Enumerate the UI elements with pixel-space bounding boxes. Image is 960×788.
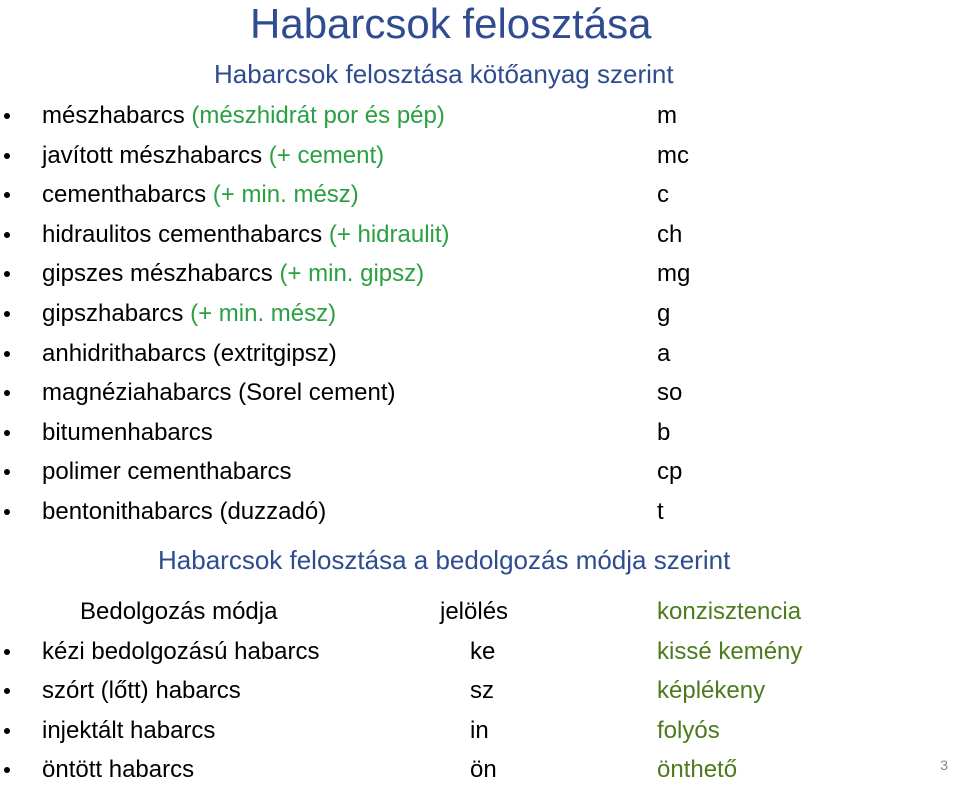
column-header-method: Bedolgozás módja [80,598,278,625]
method-cell: kézi bedolgozású habarcs [42,638,320,665]
item-code: g [657,300,671,327]
section-method-heading: Habarcsok felosztása a bedolgozás módja szerint [158,545,731,575]
consistency-cell: önthető [657,756,738,783]
consistency-cell: kissé kemény [657,638,803,665]
item-note: (+ min. mész) [190,300,337,327]
mark-cell: in [470,717,489,744]
bullet-icon [4,469,10,475]
item-code: so [657,379,683,406]
item-name: bitumenhabarcs [42,419,213,446]
item-note: (+ hidraulit) [328,221,450,248]
bullet-icon [4,649,10,655]
item-code: m [657,102,677,129]
item-code: a [657,340,671,367]
consistency-cell: képlékeny [657,677,766,704]
item-code: mg [657,260,691,287]
bullet-icon [4,509,10,515]
item-note: (mészhidrát por és pép) [191,102,445,129]
item-code: ch [657,221,683,248]
list-item [0,375,960,411]
list-item [0,138,960,174]
table-row [0,634,960,670]
bullet-icon [4,192,10,198]
mark-cell: ön [470,756,497,783]
bullet-icon [4,232,10,238]
item-name: javított mészhabarcs [42,142,263,169]
item-code: c [657,181,669,208]
method-cell: öntött habarcs [42,756,195,783]
item-code: mc [657,142,689,169]
item-name: gipszhabarcs [42,300,184,327]
list-item [0,454,960,490]
page-number: 3 [940,757,948,773]
bullet-icon [4,390,10,396]
item-code: t [657,498,664,525]
list-item [0,98,960,134]
item-name: gipszes mészhabarcs [42,260,273,287]
bullet-icon [4,351,10,357]
bullet-icon [4,728,10,734]
mark-cell: sz [470,677,494,704]
method-cell: szórt (lőtt) habarcs [42,677,241,704]
column-header-mark: jelölés [440,598,509,625]
bullet-icon [4,430,10,436]
mark-cell: ke [470,638,496,665]
list-item [0,336,960,372]
method-cell: injektált habarcs [42,717,216,744]
item-note: (+ min. gipsz) [279,260,425,287]
slide-title: Habarcsok felosztása [250,0,652,47]
table-row [0,713,960,749]
list-item [0,296,960,332]
list-item [0,494,960,530]
item-note: (+ cement) [268,142,385,169]
item-name: hidraulitos cementhabarcs [42,221,323,248]
bullet-icon [4,271,10,277]
bullet-icon [4,311,10,317]
column-header-consistency: konzisztencia [657,598,802,625]
consistency-cell: folyós [657,717,720,744]
list-item [0,415,960,451]
table-row [0,673,960,709]
item-name: mészhabarcs [42,102,185,129]
item-name: polimer cementhabarcs [42,458,292,485]
list-item [0,217,960,253]
section-binder-heading: Habarcsok felosztása kötőanyag szerint [214,59,674,89]
item-name: magnéziahabarcs (Sorel cement) [42,379,396,406]
item-name: anhidrithabarcs (extritgipsz) [42,340,337,367]
bullet-icon [4,767,10,773]
item-note: (+ min. mész) [212,181,359,208]
item-code: b [657,419,671,446]
item-name: cementhabarcs [42,181,207,208]
bullet-icon [4,153,10,159]
item-code: cp [657,458,683,485]
table-header [0,594,960,630]
bullet-icon [4,113,10,119]
item-name: bentonithabarcs (duzzadó) [42,498,327,525]
list-item [0,177,960,213]
bullet-icon [4,688,10,694]
list-item [0,256,960,292]
